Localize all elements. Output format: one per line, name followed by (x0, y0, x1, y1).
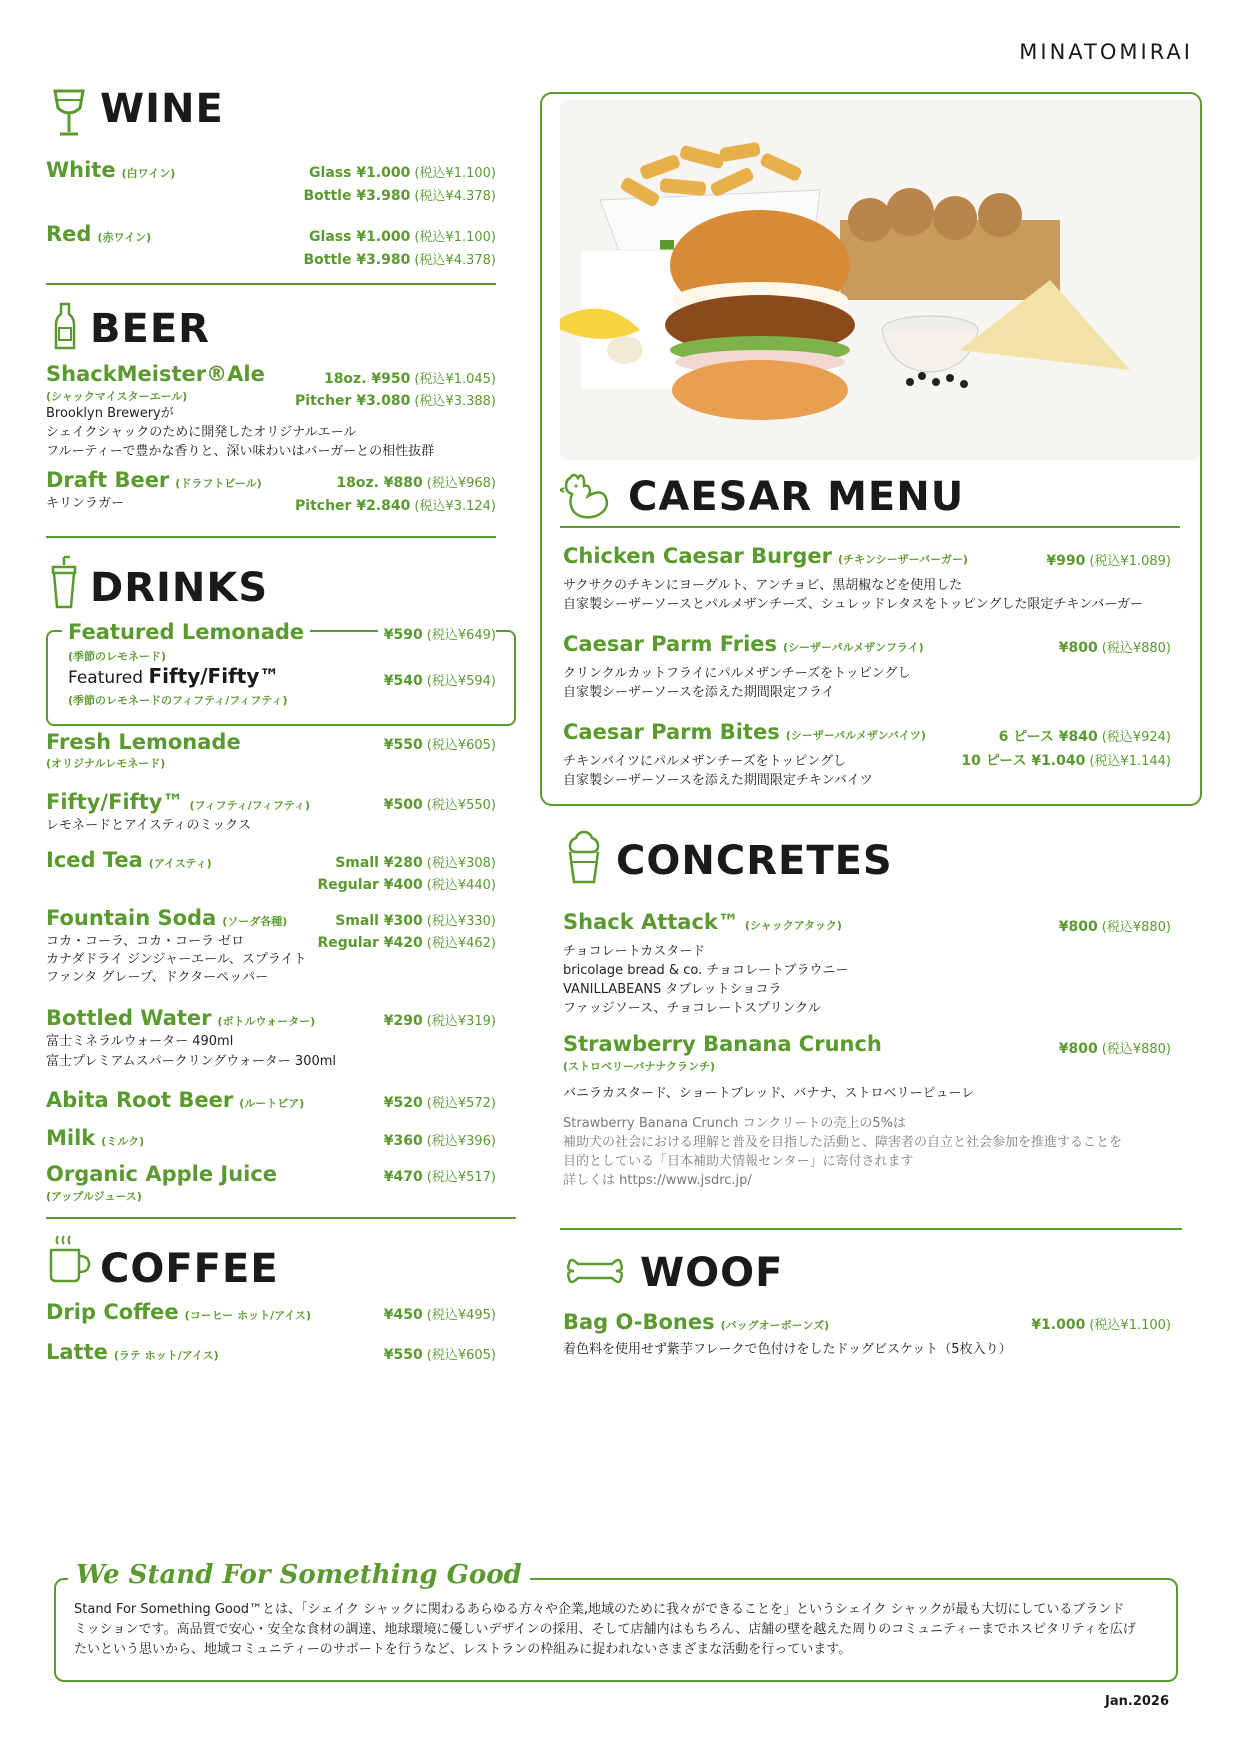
shack-attack-desc-2: bricolage bread & co. チョコレートブラウニー (563, 963, 849, 978)
shack-attack-price: ¥800 (税込¥880) (1058, 919, 1171, 935)
caesar-menu-photo (560, 100, 1200, 460)
milk-price: ¥360 (税込¥396) (383, 1133, 496, 1149)
footer-line-2: ミッションです。高品質で安心・安全な食材の調達、地球環境に優しいデザインの採用、そして店舗内はもちろん、店舗の壁を越えた周りのコミュニティーまでホスピタリティを広げ (74, 1622, 1136, 1637)
fifty-fifty-name: Fifty/Fifty™ (フィフティ/フィフティ) (46, 790, 311, 814)
shack-attack-desc-1: チョコレートカスタード (563, 944, 706, 959)
divider (560, 526, 1180, 528)
caesar-fries-desc-1: クリンクルカットフライにパルメザンチーズをトッピングし (563, 666, 911, 681)
caesar-burger-price: ¥990 (税込¥1.089) (1046, 553, 1171, 569)
apple-juice-price: ¥470 (税込¥517) (383, 1169, 496, 1185)
divider (560, 1228, 1182, 1230)
menu-date: Jan.2026 (1105, 1694, 1169, 1709)
shackmeister-desc-1: Brooklyn Breweryが (46, 406, 174, 421)
divider (46, 1217, 516, 1219)
root-beer-price: ¥520 (税込¥572) (383, 1095, 496, 1111)
wine-white-glass-price: Glass ¥1.000 (税込¥1.100) (309, 165, 496, 181)
shackmeister-name: ShackMeister®Ale (46, 362, 265, 386)
caesar-bites-10pc-price: 10 ピース ¥1.040 (税込¥1.144) (961, 753, 1171, 769)
shackmeister-desc-3: フルーティーで豊かな香りと、深い味わいはバーガーとの相性抜群 (46, 444, 435, 459)
caesar-fries-price: ¥800 (税込¥880) (1058, 640, 1171, 656)
featured-lemonade-sub: (季節のレモネード) (68, 650, 167, 663)
root-beer-name: Abita Root Beer (ルートビア) (46, 1088, 305, 1112)
bottled-water-price: ¥290 (税込¥319) (383, 1013, 496, 1029)
caesar-burger-desc-2: 自家製シーザーソースとパルメザンチーズ、シュレッドレタスをトッピングした限定チキンバーガー (563, 597, 1144, 612)
drip-coffee-price: ¥450 (税込¥495) (383, 1307, 496, 1323)
wine-glass-icon (52, 88, 86, 138)
apple-juice-name: Organic Apple Juice (46, 1162, 278, 1186)
drinks-title: DRINKS (90, 565, 269, 611)
shack-attack-desc-3: VANILLABEANS タブレットショコラ (563, 982, 782, 997)
donation-note-2: 補助犬の社会における理解と普及を目指した活動と、障害者の自立と社会参加を推進することを (563, 1135, 1123, 1150)
fountain-soda-regular-price: Regular ¥420 (税込¥462) (317, 935, 496, 951)
latte-price: ¥550 (税込¥605) (383, 1347, 496, 1363)
shack-attack-name: Shack Attack™ (シャックアタック) (563, 910, 842, 934)
fresh-lemonade-sub: (オリジナルレモネード) (46, 757, 166, 770)
fountain-soda-desc-3: ファンタ グレープ、ドクターペッパー (46, 970, 269, 985)
bag-o-bones-price: ¥1.000 (税込¥1.100) (1031, 1317, 1171, 1333)
caesar-burger-name: Chicken Caesar Burger (チキンシーザーバーガー) (563, 544, 968, 568)
strawberry-banana-desc: バニラカスタード、ショートブレッド、バナナ、ストロベリーピューレ (563, 1086, 975, 1101)
iced-tea-small-price: Small ¥280 (税込¥308) (335, 855, 496, 871)
fountain-soda-small-price: Small ¥300 (税込¥330) (335, 913, 496, 929)
bag-o-bones-name: Bag O-Bones (バッグオーボーンズ) (563, 1310, 830, 1334)
footer-line-3: たいという思いから、地域コミュニティーのサポートを行うなど、レストランの枠組みに捉われないさまざまな活動を行っています。 (74, 1642, 852, 1657)
shackmeister-sub: (シャックマイスターエール) (46, 390, 188, 403)
fresh-lemonade-name: Fresh Lemonade (46, 730, 241, 754)
fountain-soda-desc-2: カナダドライ ジンジャーエール、スプライト (46, 952, 307, 967)
milk-name: Milk (ミルク) (46, 1126, 145, 1150)
bone-icon (566, 1254, 624, 1288)
divider (46, 283, 496, 285)
bottled-water-desc-1: 富士ミネラルウォーター 490ml (46, 1034, 234, 1049)
caesar-bites-desc-1: チキンバイツにパルメザンチーズをトッピングし (563, 754, 847, 769)
footer-line-1: Stand For Something Good™とは、「シェイク シャックに関わるあらゆる方々や企業,地域のために我々ができることを」というシェイク シャックが最も大切にしているブランド (74, 1602, 1125, 1617)
strawberry-banana-name: Strawberry Banana Crunch (563, 1032, 882, 1056)
fifty-fifty-desc: レモネードとアイスティのミックス (46, 818, 252, 833)
wine-white-bottle-price: Bottle ¥3.980 (税込¥4.378) (303, 188, 496, 204)
draft-beer-name: Draft Beer (ドラフトビール) (46, 468, 262, 492)
strawberry-banana-sub: (ストロベリーバナナクランチ) (563, 1060, 716, 1073)
donation-note-4: 詳しくは https://www.jsdrc.jp/ (563, 1173, 752, 1188)
bottled-water-desc-2: 富士プレミアムスパークリングウォーター 300ml (46, 1054, 337, 1069)
divider (46, 536, 496, 538)
footer-title: We Stand For Something Good (68, 1560, 530, 1590)
featured-fifty-sub: (季節のレモネードのフィフティ/フィフティ) (68, 694, 288, 707)
caesar-burger-desc-1: サクサクのチキンにヨーグルト、アンチョビ、黒胡椒などを使用した (563, 578, 963, 593)
shackmeister-desc-2: シェイクシャックのために開発したオリジナルエール (46, 425, 357, 440)
concrete-cup-icon (566, 830, 602, 886)
woof-title: WOOF (640, 1250, 784, 1296)
strawberry-banana-price: ¥800 (税込¥880) (1058, 1041, 1171, 1057)
latte-name: Latte (ラテ ホット/アイス) (46, 1340, 219, 1364)
location-label: MINATOMIRAI (1019, 40, 1193, 64)
caesar-bites-desc-2: 自家製シーザーソースを添えた期間限定チキンバイツ (563, 773, 873, 788)
featured-lemonade-price: ¥590 (税込¥649) (378, 624, 496, 643)
wine-red-name: Red (赤ワイン) (46, 222, 152, 246)
beer-title: BEER (90, 306, 210, 352)
drink-cup-icon (50, 555, 78, 611)
caesar-title: CAESAR MENU (628, 474, 965, 520)
fountain-soda-name: Fountain Soda (ソーダ各種) (46, 906, 288, 930)
bottled-water-name: Bottled Water (ボトルウォーター) (46, 1006, 316, 1030)
concretes-title: CONCRETES (616, 838, 893, 884)
draft-beer-desc: キリンラガー (46, 496, 125, 511)
iced-tea-name: Iced Tea (アイスティ) (46, 848, 212, 872)
fresh-lemonade-price: ¥550 (税込¥605) (383, 737, 496, 753)
featured-fifty-price: ¥540 (税込¥594) (383, 673, 496, 689)
fifty-fifty-price: ¥500 (税込¥550) (383, 797, 496, 813)
caesar-fries-name: Caesar Parm Fries (シーザーパルメザンフライ) (563, 632, 924, 656)
food-illustration (560, 100, 1200, 460)
featured-lemonade-name: Featured Lemonade (62, 620, 310, 644)
featured-fifty-name: Featured Fifty/Fifty™ (68, 664, 280, 688)
iced-tea-regular-price: Regular ¥400 (税込¥440) (317, 877, 496, 893)
draft-beer-18oz-price: 18oz. ¥880 (税込¥968) (336, 475, 496, 491)
wine-red-glass-price: Glass ¥1.000 (税込¥1.100) (309, 229, 496, 245)
coffee-title: COFFEE (100, 1246, 279, 1292)
shackmeister-pitcher-price: Pitcher ¥3.080 (税込¥3.388) (295, 393, 496, 409)
rooster-icon (560, 470, 616, 522)
shackmeister-18oz-price: 18oz. ¥950 (税込¥1.045) (323, 371, 496, 387)
wine-red-bottle-price: Bottle ¥3.980 (税込¥4.378) (303, 252, 496, 268)
wine-title: WINE (100, 86, 224, 132)
drip-coffee-name: Drip Coffee (コーヒー ホット/アイス) (46, 1300, 312, 1324)
coffee-cup-icon (48, 1232, 92, 1284)
donation-note-3: 目的としている「日本補助犬情報センター」に寄付されます (563, 1154, 914, 1169)
donation-note-1: Strawberry Banana Crunch コンクリートの売上の5%は (563, 1116, 907, 1131)
beer-bottle-icon (54, 302, 76, 352)
wine-white-name: White (白ワイン) (46, 158, 176, 182)
apple-juice-sub: (アップルジュース) (46, 1190, 142, 1203)
draft-beer-pitcher-price: Pitcher ¥2.840 (税込¥3.124) (295, 498, 496, 514)
caesar-bites-6pc-price: 6 ピース ¥840 (税込¥924) (998, 729, 1171, 745)
shack-attack-desc-4: ファッジソース、チョコレートスプリンクル (563, 1001, 821, 1016)
caesar-bites-name: Caesar Parm Bites (シーザーパルメザンバイツ) (563, 720, 926, 744)
bag-o-bones-desc: 着色料を使用せず紫芋フレークで色付けをしたドッグビスケット（5枚入り） (563, 1342, 1012, 1357)
fountain-soda-desc-1: コカ・コーラ、コカ・コーラ ゼロ (46, 934, 245, 949)
caesar-fries-desc-2: 自家製シーザーソースを添えた期間限定フライ (563, 685, 835, 700)
